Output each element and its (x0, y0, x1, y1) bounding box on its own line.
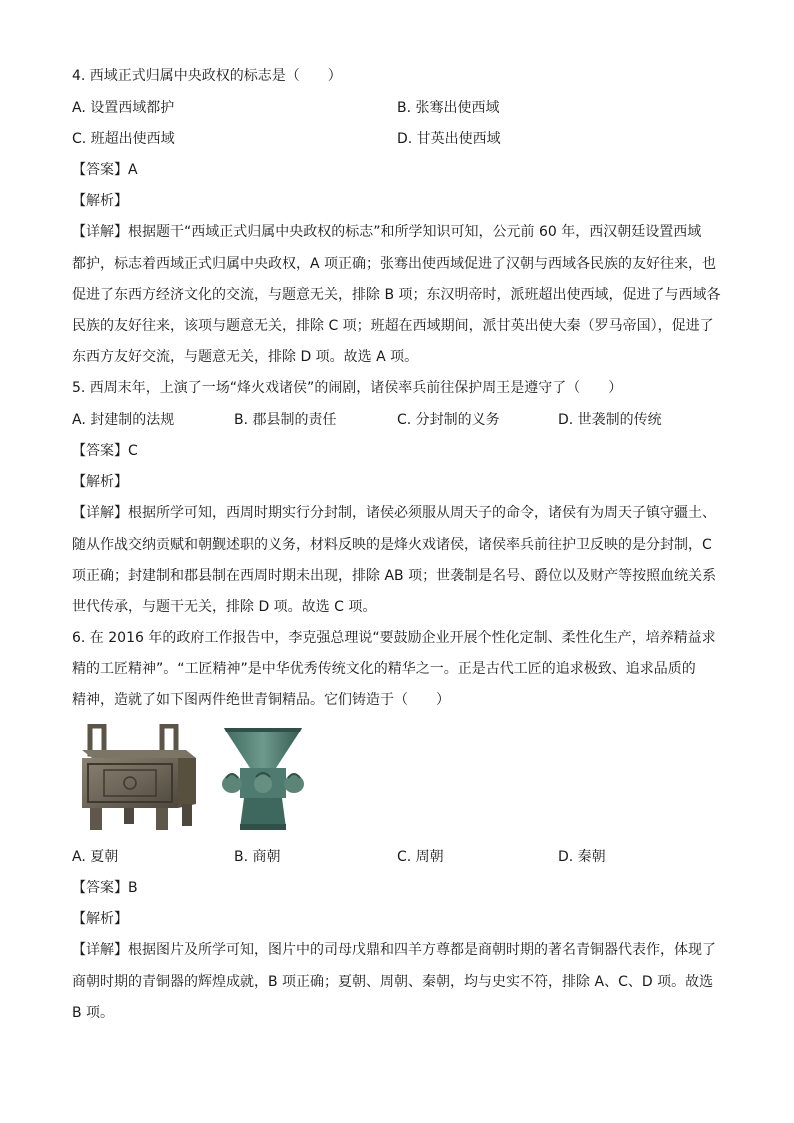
question-6-detail-line: B 项。 (72, 1005, 115, 1021)
question-4-stem: 4. 西域正式归属中央政权的标志是（ ） (72, 68, 342, 84)
question-5-detail-line: 【详解】根据所学可知，西周时期实行分封制，诸侯必须服从周天子的命令，诸侯有为周天子镇守疆土、 (72, 505, 716, 521)
question-4-option-b: B. 张骞出使西域 (397, 100, 500, 116)
question-5-option-c: C. 分封制的义务 (397, 412, 500, 428)
question-4-option-d: D. 甘英出使西域 (397, 131, 501, 147)
question-4-answer: 【答案】A (72, 162, 138, 178)
ding-illustration (78, 724, 198, 832)
question-6-stem-line: 精的工匠精神”。“工匠精神”是中华优秀传统文化的精华之一。正是古代工匠的追求极致、追求品质的 (72, 661, 696, 677)
question-6-option-b: B. 商朝 (234, 849, 281, 865)
question-6-detail-line: 商朝时期的青铜器的辉煌成就，B 项正确；夏朝、周朝、秦朝，均与史实不符，排除 A、C、D 项。故选 (72, 974, 714, 990)
question-6-analysis-heading: 【解析】 (72, 911, 128, 927)
question-6-option-a: A. 夏朝 (72, 849, 119, 865)
question-4-option-a: A. 设置西域都护 (72, 100, 175, 116)
question-6-option-d: D. 秦朝 (558, 849, 606, 865)
question-4-option-c: C. 班超出使西域 (72, 131, 175, 147)
question-5-option-b: B. 郡县制的责任 (234, 412, 337, 428)
question-4-analysis-heading: 【解析】 (72, 193, 128, 209)
question-5-detail-line: 项正确；封建制和郡县制在西周时期未出现，排除 AB 项；世袭制是名号、爵位以及财产等按照血统关系 (72, 568, 717, 584)
question-5-stem: 5. 西周末年，上演了一场“烽火戏诸侯”的闹剧，诸侯率兵前往保护周王是遵守了（ ） (72, 380, 623, 396)
question-6-detail-line: 【详解】根据图片及所学可知，图片中的司母戊鼎和四羊方尊都是商朝时期的著名青铜器代表作，体现了 (72, 942, 716, 958)
question-4-detail-line: 民族的友好往来，该项与题意无关，排除 C 项；班超在西域期间，派甘英出使大秦（罗马帝国），促进了 (72, 318, 714, 334)
question-4-detail-line: 促进了东西方经济文化的交流，与题意无关，排除 B 项；东汉明帝时，派班超出使西域，促进了与西域各 (72, 287, 721, 303)
question-5-option-d: D. 世袭制的传统 (558, 412, 662, 428)
question-5-option-a: A. 封建制的法规 (72, 412, 175, 428)
question-5-detail-line: 随从作战交纳贡赋和朝觐述职的义务，材料反映的是烽火戏诸侯，诸侯率兵前往护卫反映的是分封制，C (72, 537, 712, 553)
question-6-option-c: C. 周朝 (397, 849, 444, 865)
question-6-answer: 【答案】B (72, 880, 138, 896)
question-4-detail-line: 【详解】根据题干“西域正式归属中央政权的标志”和所学知识可知，公元前 60 年，西汉朝廷设置西域 (72, 224, 702, 240)
bronze-ding-image (78, 724, 198, 832)
question-6-stem-line: 6. 在 2016 年的政府工作报告中，李克强总理说“要鼓励企业开展个性化定制、柔性化生产，培养精益求 (72, 630, 716, 646)
question-5-answer: 【答案】C (72, 443, 138, 459)
bronze-zun-image (222, 724, 304, 832)
question-5-analysis-heading: 【解析】 (72, 474, 128, 490)
question-4-detail-line: 东西方友好交流，与题意无关，排除 D 项。故选 A 项。 (72, 349, 419, 365)
zun-illustration (222, 724, 304, 832)
question-5-detail-line: 世代传承，与题干无关，排除 D 项。故选 C 项。 (72, 599, 377, 615)
question-6-stem-line: 精神，造就了如下图两件绝世青铜精品。它们铸造于（ ） (72, 692, 450, 708)
question-4-detail-line: 都护，标志着西域正式归属中央政权，A 项正确；张骞出使西域促进了汉朝与西域各民族的友好往来，也 (72, 256, 717, 272)
